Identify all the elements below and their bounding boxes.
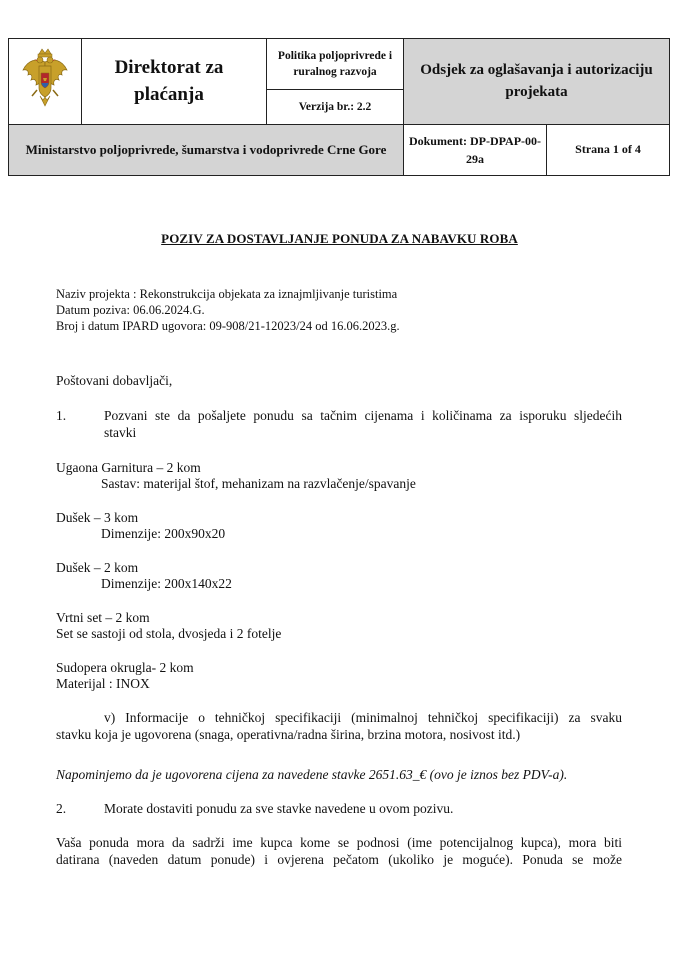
item-name: Vrtni set – 2 kom bbox=[56, 610, 150, 625]
page-number: Strana 1 of 4 bbox=[575, 142, 641, 157]
version-label: Verzija br.: 2.2 bbox=[267, 90, 404, 125]
item-name: Ugaona Garnitura – 2 kom bbox=[56, 460, 201, 475]
item-detail: Sastav: materijal štof, mehanizam na razvlačenje/spavanje bbox=[101, 476, 416, 491]
item-name: Sudopera okrugla- 2 kom bbox=[56, 660, 194, 675]
item-detail: Materijal : INOX bbox=[56, 676, 150, 691]
item-name: Dušek – 3 kom bbox=[56, 510, 139, 525]
doc-info-cell bbox=[404, 124, 670, 175]
montenegro-coat-of-arms-icon bbox=[20, 48, 70, 110]
item-detail: Dimenzije: 200x140x22 bbox=[101, 576, 232, 591]
price-note: Napominjemo da je ugovorena cijena za navedene stavke 2651.63_€ (ovo je iznos bez PDV-a). bbox=[56, 767, 568, 782]
doc-info-table bbox=[404, 125, 669, 175]
invitation-date: Datum poziva: 06.06.2024.G. bbox=[56, 303, 205, 317]
point-1-number: 1. bbox=[56, 408, 67, 423]
policy-name: Politika poljoprivrede i ruralnog razvoja bbox=[267, 39, 404, 90]
item-name: Dušek – 2 kom bbox=[56, 560, 139, 575]
project-name: Naziv projekta : Rekonstrukcija objekata za iznajmljivanje turistima bbox=[56, 287, 398, 301]
point-2-number: 2. bbox=[56, 801, 67, 816]
item-detail: Set se sastoji od stola, dvosjeda i 2 fotelje bbox=[56, 626, 282, 641]
item-detail: Dimenzije: 200x90x20 bbox=[101, 526, 226, 541]
tech-spec-line-1: v) Informacije o tehničkoj specifikaciji (minimalnoj tehničkoj specifikaciji) za svaku bbox=[104, 710, 622, 725]
tech-spec-line-2: stavku koja je ugovorena (snaga, operativna/radna širina, brzina motora, nosivost itd.) bbox=[56, 727, 521, 742]
closing-line-1: Vaša ponuda mora da sadrži ime kupca kome se podnosi (ime potencijalnog kupca), mora biti bbox=[56, 835, 622, 850]
org-name: Direktorat za plaćanja bbox=[82, 39, 267, 125]
point-1-line-1: Pozvani ste da pošaljete ponudu sa tačnim cijenama i količinama za isporuku sljedećih bbox=[104, 408, 622, 423]
point-1-line-2: stavki bbox=[104, 425, 137, 440]
contract-reference: Broj i datum IPARD ugovora: 09-908/21-12023/24 od 16.06.2023.g. bbox=[56, 319, 400, 333]
logo-cell bbox=[9, 39, 82, 125]
document-code: Dokument: DP-DPAP-00-29a bbox=[404, 125, 547, 175]
closing-line-2: datirana (naveden datum ponude) i ovjerena pečatom (ukoliko je moguće). Ponuda se može bbox=[56, 852, 622, 867]
ministry-name: Ministarstvo poljoprivrede, šumarstva i vodoprivrede Crne Gore bbox=[9, 124, 404, 175]
department-name: Odsjek za oglašavanja i autorizaciju projekata bbox=[404, 39, 670, 125]
point-2-text: Morate dostaviti ponudu za sve stavke navedene u ovom pozivu. bbox=[104, 801, 454, 816]
greeting: Poštovani dobavljači, bbox=[56, 373, 173, 388]
document-title: POZIV ZA DOSTAVLJANJE PONUDA ZA NABAVKU ROBA bbox=[161, 231, 518, 246]
document-header bbox=[8, 38, 670, 176]
